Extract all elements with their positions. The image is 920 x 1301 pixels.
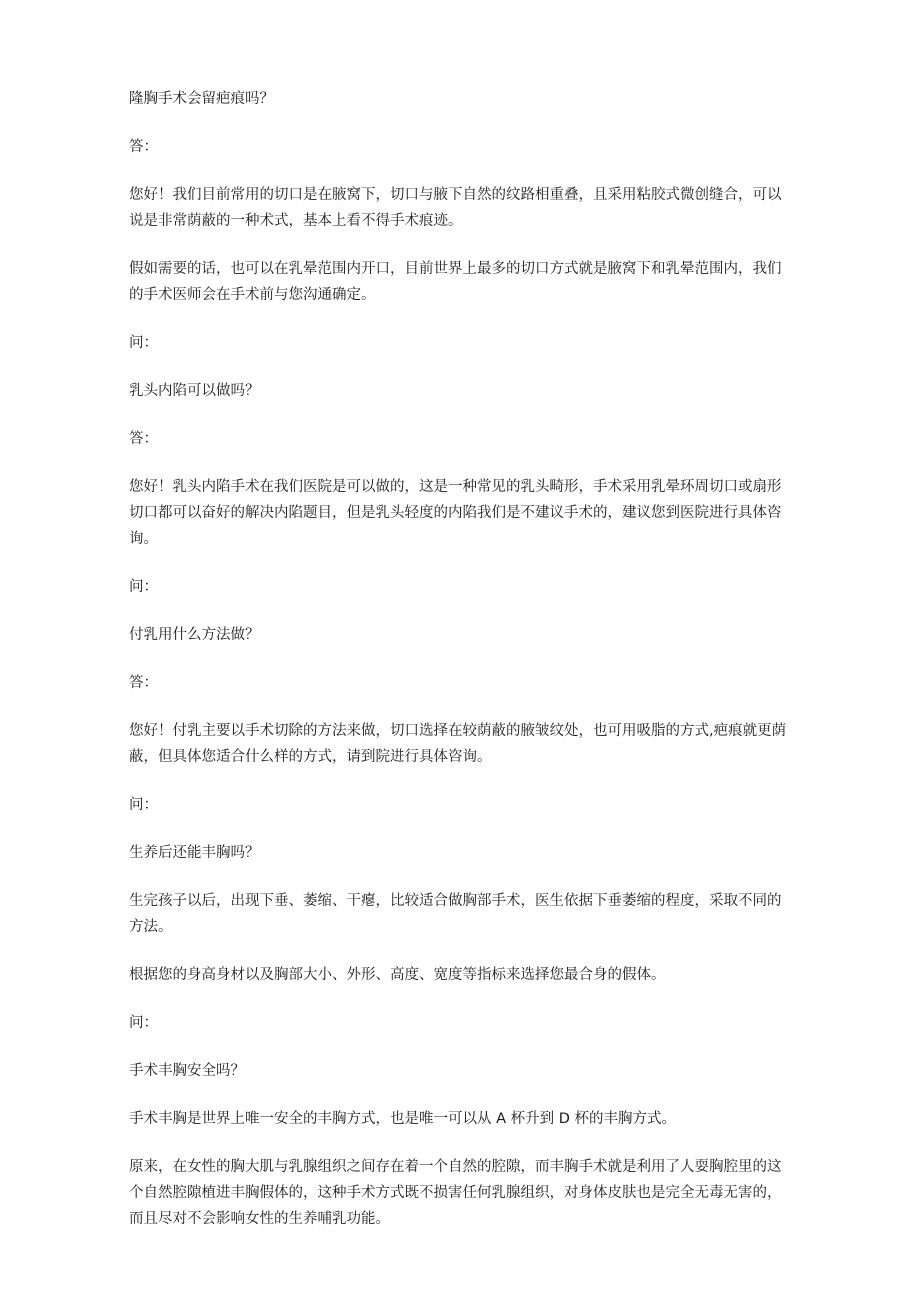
answer-paragraph: 原来，在女性的胸大肌与乳腺组织之间存在着一个自然的腔隙，而丰胸手术就是利用了人耍胸腔里的这个自然腔隙植进丰胸假体的，这种手术方式既不损害任何乳腺组织，对身体皮肤也是完全无毒无害的，而且尽对不会影响女性的生养哺乳功能。 [129,1159,782,1227]
question-heading: 乳头内陷可以做吗？ [129,383,260,399]
question-heading: 手术丰胸安全吗？ [129,1063,245,1079]
answer-paragraph: 您好！乳头内陷手术在我们医院是可以做的，这是一种常见的乳头畸形，手术采用乳晕环周切口或扇形切口都可以奋好的解决内陷题目，但是乳头轻度的内陷我们是不建议手术的，建议您到医院进行具体咨询。 [129,479,782,547]
answer-paragraph: 您好！我们目前常用的切口是在腋窝下，切口与腋下自然的纹路相重叠，且采用粘胶式微创缝合，可以说是非常荫蔽的一种术式，基本上看不得手术痕迹。 [129,187,782,229]
document-body [129,86,794,1254]
question-heading: 隆胸手术会留疤痕吗？ [129,91,274,107]
question-label: 问： [129,579,158,595]
answer-paragraph: 手术丰胸是世界上唯一安全的丰胸方式，也是唯一可以从 A 杯升到 D 杯的丰胸方式。 [129,1111,677,1127]
answer-paragraph: 假如需要的话，也可以在乳晕范围内开口，目前世界上最多的切口方式就是腋窝下和乳晕范围内，我们的手术医师会在手术前与您沟通确定。 [129,261,782,303]
question-label: 问： [129,797,158,813]
answer-label: 答： [129,675,158,691]
question-label: 问： [129,335,158,351]
answer-paragraph: 生完孩子以后，出现下垂、萎缩、干瘪，比较适合做胸部手术，医生依据下垂萎缩的程度，采取不同的方法。 [129,893,782,935]
answer-label: 答： [129,139,158,155]
answer-paragraph: 您好！付乳主要以手术切除的方法来做，切口选择在较荫蔽的腋皱纹处，也可用吸脂的方式,疤痕就更荫蔽，但具体您适合什么样的方式，请到院进行具体咨询。 [129,723,787,765]
question-heading: 生养后还能丰胸吗？ [129,845,260,861]
question-heading: 付乳用什么方法做？ [129,627,260,643]
question-label: 问： [129,1015,158,1031]
answer-label: 答： [129,431,158,447]
answer-paragraph: 根据您的身高身材以及胸部大小、外形、高度、宽度等指标来选择您最合身的假体。 [129,967,666,983]
